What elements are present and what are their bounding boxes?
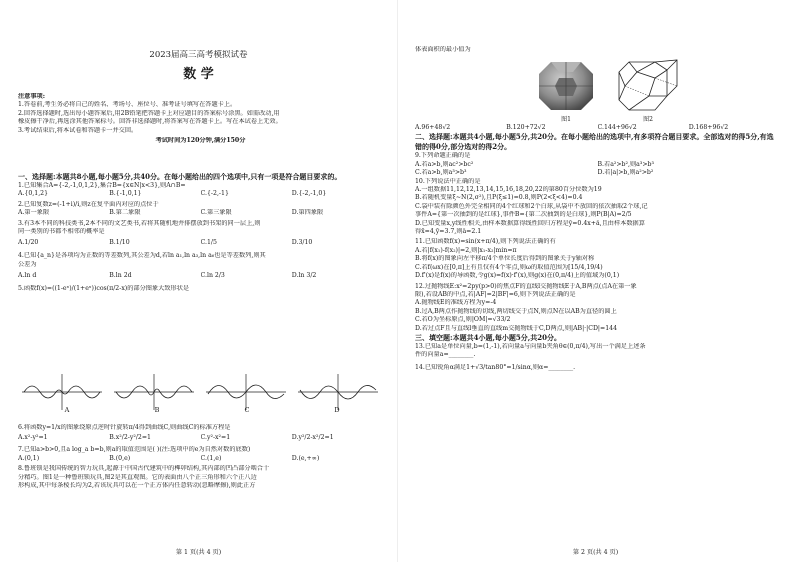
q6-option-b: B.x²/2-y²/2=1 xyxy=(109,434,151,442)
q9-options xyxy=(415,161,780,178)
question-6: 6.将函数y=1/x的图象绕原点逆时针旋转π/4得到曲线C,则曲线C的标准方程是 xyxy=(18,424,231,431)
q7-option-b: B.(0,e) xyxy=(109,454,131,462)
q8-option-d: D.168+96√2 xyxy=(688,124,729,131)
question-1: 1.已知集合A={-2,-1,0,1,2},集合B={x∈N|x<3},则A∩B= xyxy=(18,182,186,189)
q2-option-b: B.第二象限 xyxy=(109,209,141,217)
q11-option-c: C.若f(ωx)在[0,π]上有且仅有4个零点,则ω的取值范围为[15/4,19/4) xyxy=(415,263,603,271)
q12-option-c: C.若O为坐标原点,则|OM|=√33/2 xyxy=(415,316,511,324)
q10-option-a: A.一组数据11,12,12,13,14,15,16,18,20,22的第80百分位数为19 xyxy=(415,186,602,194)
q9-option-b: B.若a²>b²,则a³>b³ xyxy=(597,160,654,168)
notice-line: 3.考试结束后,将本试卷和答题卡一并交回。 xyxy=(18,126,138,134)
q7-options xyxy=(18,455,383,463)
section-3-heading: 三、填空题:本题共4小题,每小题5分,共20分。 xyxy=(415,332,561,342)
notice-line: 2.回答选择题时,选出每小题答案后,用2B铅笔把答题卡上对应题目的答案标号涂黑。如需改动,用 xyxy=(18,109,280,117)
question-9: 9.下列命题正确的是 xyxy=(415,152,471,160)
question-2: 2.已知复数z=(-1+i)/i,则z在复平面内对应的点位于 xyxy=(18,200,159,208)
q10-option-d: D.已知变量x,y线性相关,由样本数据算得线性回归方程是ŷ=0.4x+â,且由样本数据算 xyxy=(415,219,645,227)
question-10: 10.下列说法中正确的是 xyxy=(415,177,481,185)
q9-option-a: A.若a>b,则ac²>bc² xyxy=(415,160,474,168)
q8-options xyxy=(415,124,780,132)
q10-option-c-cont: 事件A={第一次抽到的是红球},事件B={第二次抽到的是白球},则P(B|A)=2/5 xyxy=(415,211,632,219)
q5-label-d: D xyxy=(334,406,340,414)
q11-option-b: B.将f(x)的图象向左平移π/4个单位长度后得到的图象关于y轴对称 xyxy=(415,255,595,263)
q3-option-c: C.1/5 xyxy=(200,239,217,247)
question-4: 4.已知{a_n}是各项均为正数的等差数列,其公差为d,若ln a₁,ln a₃,ln a₆也是等差数列,则其 xyxy=(18,252,266,260)
q7-option-c: C.(1,e) xyxy=(200,454,222,462)
q6-option-d: D.y²/2-x²/2=1 xyxy=(291,434,334,442)
subject-title: 数 学 xyxy=(183,67,214,82)
q5-graph-b xyxy=(114,374,194,410)
q11-option-a: A.若|f(x₁)-f(x₂)|=2,则|x₁-x₂|min=π xyxy=(415,246,517,254)
q2-option-c: C.第三象限 xyxy=(200,209,232,217)
q2-options xyxy=(18,209,383,217)
q1-options xyxy=(18,190,383,198)
q8-option-c: C.144+96√2 xyxy=(597,124,637,131)
q10-option-d-cont: 得x̄=4,ȳ=3.7,则â=2.1 xyxy=(415,228,482,236)
q12-option-d: D.若过点F且与直线l垂直的直线m交抛物线于C,D两点,则|AB|·|CD|=144 xyxy=(415,324,618,332)
page-1-footer: 第 1 页(共 4 页) xyxy=(175,549,222,556)
question-3-cont: 同一类别的书都不相邻的概率是 xyxy=(18,228,105,236)
notice-heading: 注意事项: xyxy=(18,93,46,100)
q9-option-d: D.若|a|>b,则a²>b² xyxy=(597,169,654,177)
q8-option-a: A.96+48√2 xyxy=(415,124,451,131)
page-2-footer: 第 2 页(共 4 页) xyxy=(572,549,619,556)
q8-figure-2-truncated-cube xyxy=(615,56,681,116)
q1-option-b: B.{-1,0,1} xyxy=(109,190,142,198)
exam-page-2 xyxy=(397,0,794,562)
q5-label-a: A xyxy=(64,406,70,414)
q12-option-b: B.过A,B两点作抛物线的切线,两切线交于点N,则点N在以AB为直径的圆上 xyxy=(415,307,617,315)
q11-option-d: D.f'(x)是f(x)的导函数,令g(x)=f(x)·f'(x),则g(x)在(0,π/4)上的值域为(0,1) xyxy=(415,272,620,280)
q4-option-c: C.ln 2/3 xyxy=(200,272,225,280)
question-13: 13.已知a是单位向量,b=(1,-1),若向量a与向量b夹角θ∈(0,π/4),写出一个满足上述条 xyxy=(415,342,646,350)
section-1-heading: 一、选择题:本题共8小题,每小题5分,共40分。在每小题给出的四个选项中,只有一项是符合题目要求的。 xyxy=(18,172,342,181)
q5-graph-labels xyxy=(22,406,382,414)
figure-1-caption: 图1 xyxy=(561,116,571,123)
question-12-cont: 限),若设AB的中点,若|AF|=2|BF|=6,则下列说法正确的是 xyxy=(415,290,576,298)
q1-option-c: C.{-2,-1} xyxy=(200,190,229,198)
question-14: 14.已知锐角α满足1+√3/tan80°=1/sinα,则α=________. xyxy=(415,363,576,371)
q2-option-a: A.第一象限 xyxy=(18,209,50,217)
notice-line: 1.答卷前,考生务必将自己的姓名、考场号、座位号、准考证号填写在答题卡上。 xyxy=(18,101,237,109)
q8-figure-1-lock-photo xyxy=(537,58,595,114)
question-8-cont: 体表面积的最小值为 xyxy=(415,46,471,53)
q4-option-b: B.ln 2d xyxy=(109,272,132,280)
question-7: 7.已知a>b>0,且a log_a b=b,则a的取值范围是( )(注:选项中的e为自然对数的底数) xyxy=(18,446,251,454)
q8-figure-captions xyxy=(537,114,681,123)
q10-option-c: C.袋中装有除颜色外完全相同的4个红球和2个白球,从袋中不放回的依次抽取2个球,记 xyxy=(415,202,648,210)
q5-graph-c xyxy=(206,374,286,410)
q12-option-a: A.抛物线E的准线方程为y=-4 xyxy=(415,299,497,307)
question-8-line: 形构成,其中每条棱长均为2,若该玩具可以在一个正方体内任意转动(忽略摩擦),则此正方 xyxy=(18,482,256,490)
q4-option-d: D.ln 3/2 xyxy=(291,272,317,280)
question-4-cont: 公差为 xyxy=(18,260,37,268)
q5-label-c: C xyxy=(244,406,250,414)
q8-option-b: B.120+72√2 xyxy=(506,124,546,131)
q6-options xyxy=(18,432,383,444)
section-2-heading: 二、选择题:本题共4小题,每小题5分,共20分。在每小题给出的选项中,有多项符合题目要求。全部选对的得5分,有选错的得0分,部分选对的得2分。 xyxy=(415,132,774,152)
q5-graph-a xyxy=(22,374,102,410)
q6-option-c: C.y²-x²=1 xyxy=(200,434,231,442)
question-8: 8.鲁班锁是我国传统的智力玩具,起源于中国古代建筑中的榫卯结构,其内部的凹凸部分啮合十 xyxy=(18,465,270,473)
q4-option-a: A.ln d xyxy=(18,272,37,280)
notice-line: 橡皮擦干净后,再选涂其他答案标号。回答非选择题时,将答案写在答题卡上。写在本试卷上无效。 xyxy=(18,118,282,126)
question-3: 3.有3本不同的科技类书,2本不同的文艺类书,若将其随机地并排摆放到书架的同一层上,则 xyxy=(18,219,261,227)
question-8-line: 分精巧。图1是一种鲁班锁玩具,图2是其直观图。它的表面由八个正三角形和六个正八边 xyxy=(18,473,257,481)
q3-option-b: B.1/10 xyxy=(109,239,130,247)
question-12: 12.过抛物线E:x²=2py(p>0)的焦点F的直线l交抛物线E于A,B两点(点A在第一象 xyxy=(415,282,637,290)
q4-options xyxy=(18,269,383,283)
question-13-cont: 件的向量a=________. xyxy=(415,351,476,359)
q5-graph-d xyxy=(298,374,378,410)
q10-option-b: B.若随机变量ξ~N(2,σ²),且P(ξ≤1)=0.8,则P(2<ξ<4)=0.4 xyxy=(415,194,583,202)
q6-option-a: A.x²-y²=1 xyxy=(18,434,48,442)
q7-option-d: D.(e,+∞) xyxy=(291,454,320,462)
question-11: 11.已知函数f(x)=sin(x+π/4),则下列说法正确的有 xyxy=(415,238,556,246)
q3-option-d: D.3/10 xyxy=(291,239,313,247)
question-5: 5.函数f(x)=((1-eˣ)/(1+eˣ))cos(π/2-x)的部分图象大致形状是 xyxy=(18,285,190,293)
q1-option-d: D.{-2,-1,0} xyxy=(291,190,327,198)
exam-title: 2023届高三高考模拟试卷 xyxy=(149,50,248,60)
figure-2-caption: 图2 xyxy=(643,116,653,123)
q9-option-c: C.若a>b,则a³>b³ xyxy=(415,169,467,177)
q3-options xyxy=(18,236,383,250)
q7-option-a: A.(0,1) xyxy=(18,454,40,462)
q1-option-a: A.{0,1,2} xyxy=(18,190,49,198)
q3-option-a: A.1/20 xyxy=(18,239,39,247)
q5-label-b: B xyxy=(154,406,160,414)
time-note: 考试时间为120分钟,满分150分 xyxy=(155,137,246,145)
q2-option-d: D.第四象限 xyxy=(291,209,324,217)
